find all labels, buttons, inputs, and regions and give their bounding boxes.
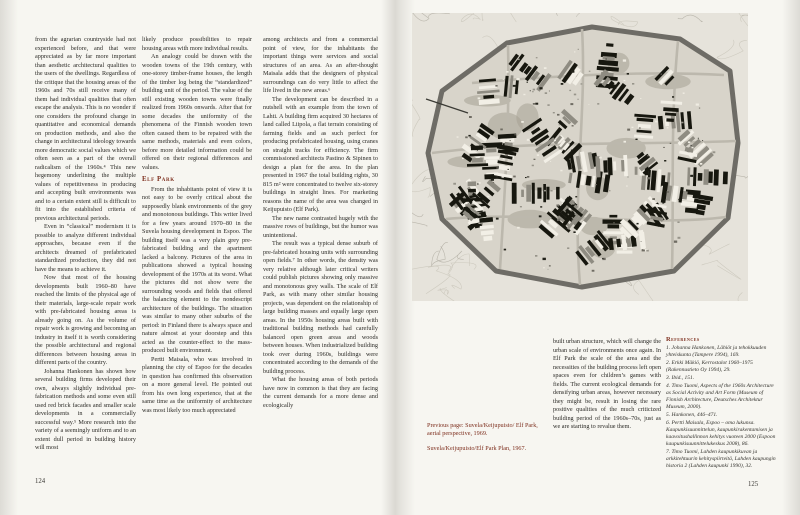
right-page-edge-shadow — [782, 0, 800, 515]
body-paragraph: from the agrarian countryside had not experienced before, and that were appreciated as by far more important than aesthetic architectural qualities to the users of the dwellings. Regardless of the critique that the housing areas of the 1960s and 70s still receive many of them had individual qualities that often escape the analysis. This is no wonder if one considers the profound change in quantitative and economical demands on production methods, and also the change in architectural ideology towards more democratic social values which we often seen as a part of the overall radicalism of the 1960s.⁴ This new hegemony underlining the multiple values of repetitiveness in producing and accepting built environments was and to a certain extent still is difficult to fit into the established criteria of previous architectural periods. — [35, 36, 136, 222]
right-page-body-column — [553, 338, 661, 432]
reference-item: 1. Johanna Hankonen, Lähiöt ja tehokkuuden yhteiskunta (Tampere 1994), 169. — [666, 344, 767, 358]
page-number-right: 125 — [748, 481, 759, 488]
references-block — [666, 336, 778, 471]
page-gutter-shadow — [381, 0, 415, 515]
text-column-3 — [263, 36, 378, 410]
left-page-edge-shadow — [0, 0, 18, 515]
body-paragraph: Pertti Maisala, who was involved in planning the city of Espoo for the decades in question has confirmed this observation on a more general level. He pointed out from his own long experience, that at the same time as the uniformity of architecture was most likely too much appreciated — [142, 355, 252, 414]
reference-item: 7. Timo Tuomi, Lahden kaupunkikuvan ja arkkitehtuurin kehityspiirteitä, Lahden kaupungin historia 2 (Lahden kaupunki 1990), 32. — [666, 448, 776, 469]
body-paragraph: An analogy could be drawn with the wooden towns of the 19th century, with one-storey timber-frame houses, the length of the timber log being the “standardized” building unit of the period. The value of the still existing wooden towns were finally realized from 1960s onwards. After that for some decades the uniformity of the phenomena of the Finnish wooden town often caused them to be repaired with the same methods, materials and even colors, before more detailed information could be offered on their regional differences and values. — [142, 53, 252, 171]
reference-item: 4. Timo Tuomi, Aspects of the 1960s Architecture as Social Activity and Art Form (Museum of Finnish Architecture, Deutsches Architektur Museum, 2000). — [666, 382, 774, 410]
body-paragraph: What the housing areas of both periods have now in common is that they are facing the current demands for a more dense and ecologically — [263, 376, 378, 409]
body-paragraph: built urban structure, which will change the urban scale of environments once again. In Elf Park the scale of the area and the necessities of the building process left open spaces even for children’s games with fields. The current ecological demands for densifying urban areas, however necessary they might be, result in losing the rare positive qualities of the much criticized building period of the 1960s–70s, just as we are starting to revalue them. — [553, 338, 661, 430]
text-column-2-bottom — [142, 186, 252, 416]
body-paragraph: From the inhabitants point of view it is not easy to be overly critical about the supposedly blank environments of the grey and monotonous buildings. This writer lived for a few years around 1970–80 in the Suvela housing development in Espoo. The building itself was a very plain grey pre-fabricated building and the apartment lacked a balcony. Pictures of the area in publications showed a typical housing development of the 1970s at its worst. What the pictures did not show were the surrounding woods and fields that offered the balancing element to the nondescript architecture of the buildings. The situation was similar to many other suburbs of the period: in Finland there is always space and nature almost at your doorstep and this acted as the counter-effect to the mass-produced built environment. — [142, 185, 252, 354]
town-plan-image — [412, 13, 748, 301]
section-heading-elf-park: Elf Park — [142, 176, 175, 183]
body-paragraph: Johanna Hankonen has shown how several building firms developed their own, always slightly individual pre-fabrication methods and some even still used red brick facades and smaller scale developments in a commercially successful way.⁵ More research into the variety of a seemingly uniform and to an extent dull period in building history will most — [35, 367, 136, 451]
text-column-2 — [142, 36, 252, 415]
text-column-2-top — [142, 36, 252, 172]
references-heading: References — [666, 336, 700, 343]
figure-captions — [427, 422, 541, 460]
body-paragraph: The development can be described in a nutshell with an example from the town of Lahti. A building firm acquired 30 hectares of land called Liipola, a flat terrain consisting of farming fields and as such perfect for producing prefabricated housing, using cranes on straight tracks for efficiency. The firm commissioned architects Pastino & Sipinen to design a plan for the area. In the plan presented in 1967 the total building rights, 30 815 m² were concentrated to twelve six-storey buildings in straight lines. For marketing reasons the name of the area was changed in Keijupuisto (Elf Park). — [263, 95, 378, 213]
body-paragraph: The new name contrasted hugely with the massive rows of buildings, but the humor was unintentional. — [263, 214, 378, 239]
reference-item: 5. Hankonen, 446–471. — [666, 411, 718, 418]
reference-item: 3. Ibid., 151. — [666, 374, 695, 381]
body-paragraph: The result was a typical dense suburb of pre-fabricated housing units with surrounding open fields.⁷ In other words, the density was very relative although later critical writers could publish pictures showing only massive and monotonous grey walls. The scale of Elf Park, as with many other similar housing projects, was dependent on the relationship of large building masses and equally large open areas. In the 1950s housing areas built with traditional building methods had carefully balanced open green areas and woods between houses. When industrialized building took over during 1960s, buildings were concentrated according to the demands of the building process. — [263, 240, 378, 375]
figure-caption: Suvela/Keijupuisto/Elf Park Plan, 1967. — [427, 445, 527, 452]
references-list — [666, 345, 778, 470]
figure-caption: Previous page: Suvela/Keijupuisto/ Elf Park, aerial perspective, 1969. — [427, 422, 538, 437]
reference-item: 2. Erkki Mäkiö, Kerrostalot 1960–1975 (Rakennustieto Oy 1994), 29. — [666, 359, 753, 373]
reference-item: 6. Pertti Maisala, Espoo – oma lukunsa. Kaupunkisuunnittelun, kaupunkirakentamisen ja kaavoitushallinnon kehitys vuoteen 2000 (Espoon kaupunkisuunnittelukeskus 2008), 86. — [666, 419, 776, 447]
text-column-1 — [35, 36, 136, 453]
page-number-left: 124 — [35, 478, 46, 485]
body-paragraph: among architects and from a commercial point of view, for the inhabitants the important things were services and social structures of an area. As an after-thought Maisala adds that the designers of physical surroundings can do very little to affect the life lived in the new areas.⁶ — [263, 36, 378, 94]
body-paragraph: likely produce possibilities to repair housing areas with more individual results. — [142, 36, 252, 52]
body-paragraph: Even in “classical” modernism it is possible to analyze different individual approaches, because even if the architects dreamed of prefabricated standardized production, they did not have the means to achieve it. — [35, 223, 136, 273]
body-paragraph: Now that most of the housing developments built 1960–80 have reached the limits of the physical age of their materials, large-scale repair work with pre-fabricated housing areas is already going on. As the volume of repair work is growing and becoming an industry in itself it is worth considering the possible architectural and regional differences between housing areas in different parts of the country. — [35, 274, 136, 366]
